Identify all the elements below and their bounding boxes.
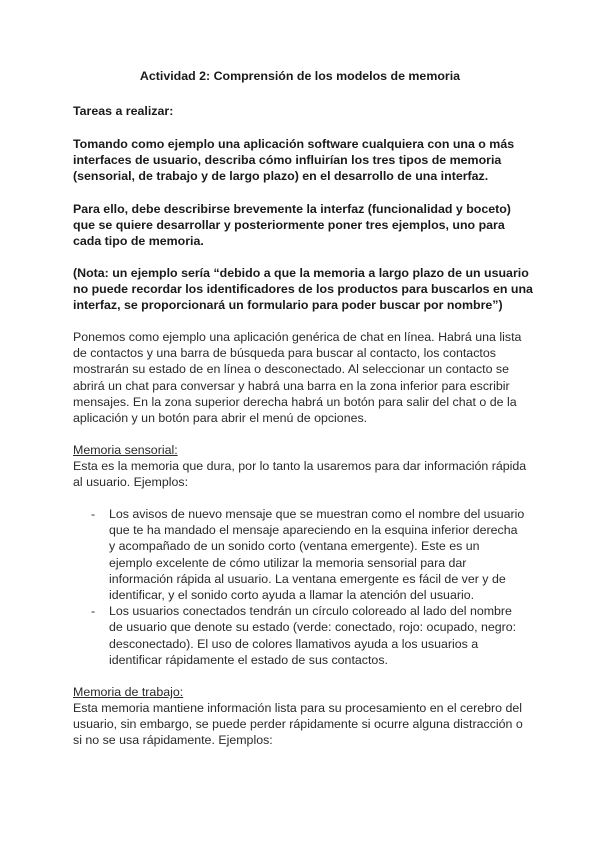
task-note: (Nota: un ejemplo sería “debido a que la memoria a largo plazo de un usuario no puede recordar los identificadores de los productos para buscarlos en una interfaz, se proporcionará un formulario para poder buscar por nombre”) [73, 266, 533, 313]
list-item [0, 506, 525, 603]
tasks-heading: Tareas a realizar: [73, 104, 174, 118]
working-memory-description: Esta memoria mantiene información lista para su procesamiento en el cerebro del usuario, sin embargo, se puede perder rápidamente si ocurre alguna distracción o si no se usa rápidamente. Ejemplos: [73, 701, 523, 748]
working-memory-heading: Memoria de trabajo: [73, 685, 184, 699]
sensory-example-text: Los usuarios conectados tendrán un círculo coloreado al lado del nombre de usuario que denote su estado (verde: conectado, rojo: ocupado, negro: desconectado). El uso de colores llamativos ayuda a los usuarios a identificar rápidamente el estado de sus contactos. [109, 604, 517, 667]
list-item [0, 603, 525, 668]
sensory-example-text: Los avisos de nuevo mensaje que se muestran como el nombre del usuario que te ha mandado el mensaje apareciendo en la esquina inferior derecha y acompañado de un sonido corto (ventana emergente). Este es un ejemplo excelente de cómo utilizar la memoria sensorial para dar información rápida al usuario. La ventana emergente es fácil de ver y de identificar, y el sonido corto ayuda a llamar la atención del usuario. [109, 507, 525, 603]
task-paragraph-1: Tomando como ejemplo una aplicación software cualquiera con una o más interfaces de usuario, describa cómo influirían los tres tipos de memoria (sensorial, de trabajo y de largo plazo) en el desarrollo de una interfaz. [73, 137, 515, 184]
intro-paragraph: Ponemos como ejemplo una aplicación genérica de chat en línea. Habrá una lista de contactos y una barra de búsqueda para buscar al contacto, los contactos mostrarán su estado de en línea o desconectado. Al seleccionar un contacto se abrirá un chat para conversar y habrá una barra en la zona inferior para escribir mensajes. En la zona superior derecha habrá un botón para salir del chat o de la aplicación y un botón para abrir el menú de opciones. [73, 330, 522, 426]
sensory-examples-list [0, 506, 600, 668]
sensory-memory-heading: Memoria sensorial: [73, 443, 178, 457]
sensory-memory-description: Esta es la memoria que dura, por lo tanto la usaremos para dar información rápida al usuario. Ejemplos: [73, 459, 527, 490]
dash-bullet: - [91, 604, 96, 619]
task-paragraph-2: Para ello, debe describirse brevemente la interfaz (funcionalidad y boceto) que se quiere desarrollar y posteriormente poner tres ejemplos, uno para cada tipo de memoria. [73, 202, 511, 249]
document-title: Actividad 2: Comprensión de los modelos de memoria [139, 69, 461, 83]
dash-bullet: - [91, 507, 96, 521]
